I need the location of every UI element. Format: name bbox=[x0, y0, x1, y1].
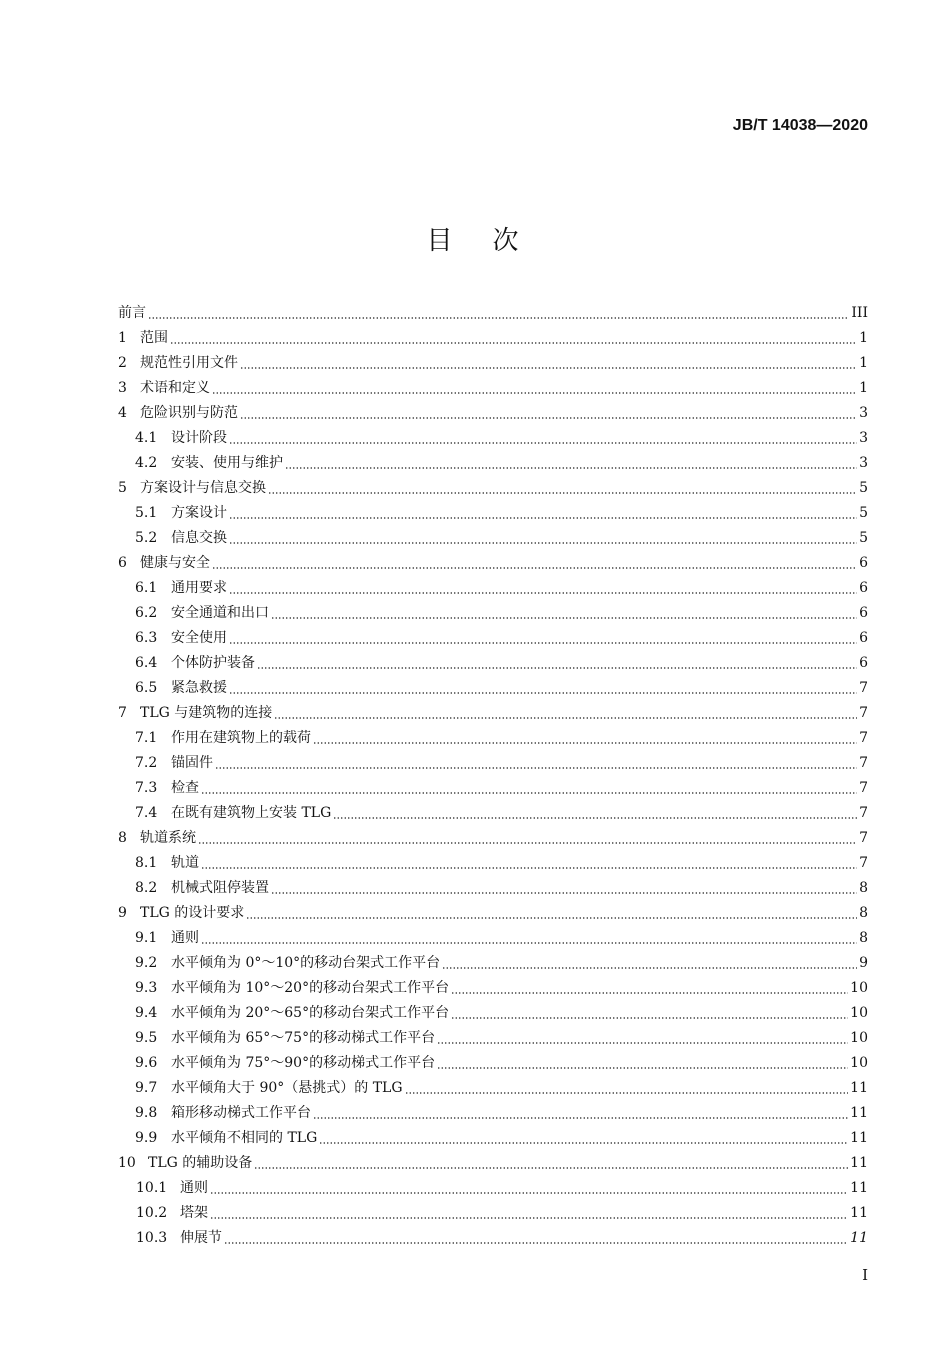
toc-entry-number: 6.3 bbox=[135, 629, 158, 646]
toc-entry-label: 水平倾角大于 90°（悬挑式）的 TLG bbox=[171, 1079, 403, 1096]
toc-entry-label: 水平倾角为 65°～75°的移动梯式工作平台 bbox=[171, 1029, 436, 1046]
toc-entry-page: 8 bbox=[859, 879, 868, 896]
toc-entry[interactable] bbox=[118, 875, 868, 900]
dot-leader bbox=[451, 992, 848, 994]
toc-entry-label: 方案设计 bbox=[171, 504, 227, 521]
toc-entry[interactable] bbox=[118, 725, 868, 750]
toc-entry-number: 10.3 bbox=[136, 1229, 168, 1246]
toc-entry-page: 9 bbox=[859, 954, 868, 971]
toc-entry-page: 7 bbox=[859, 704, 868, 721]
toc-entry-label: 水平倾角为 10°～20°的移动台架式工作平台 bbox=[171, 979, 450, 996]
dot-leader bbox=[201, 867, 857, 869]
toc-entry-label: 箱形移动梯式工作平台 bbox=[171, 1104, 311, 1121]
toc-entry-label: 危险识别与防范 bbox=[140, 404, 238, 421]
toc-entry[interactable] bbox=[118, 300, 868, 325]
toc-entry-label: 设计阶段 bbox=[171, 429, 227, 446]
toc-entry-page: 11 bbox=[850, 1129, 868, 1146]
toc-entry-label: 规范性引用文件 bbox=[140, 354, 238, 371]
toc-entry-page: 10 bbox=[850, 979, 868, 996]
toc-entry-page: 5 bbox=[859, 529, 868, 546]
toc-entry[interactable] bbox=[118, 525, 868, 550]
toc-entry-page: III bbox=[851, 304, 868, 321]
page-title: 目次 bbox=[426, 226, 559, 256]
toc-entry[interactable] bbox=[118, 800, 868, 825]
toc-entry-page: 6 bbox=[859, 604, 868, 621]
toc-entry-number: 5.2 bbox=[135, 529, 158, 546]
toc-entry[interactable] bbox=[118, 775, 868, 800]
toc-entry[interactable] bbox=[118, 1100, 868, 1125]
dot-leader bbox=[148, 317, 849, 319]
toc-entry-label: 水平倾角为 0°～10°的移动台架式工作平台 bbox=[171, 954, 441, 971]
toc-entry-page: 11 bbox=[850, 1229, 868, 1246]
dot-leader bbox=[442, 967, 857, 969]
toc-entry-number: 4 bbox=[118, 404, 127, 421]
dot-leader bbox=[257, 667, 857, 669]
toc-entry-page: 11 bbox=[850, 1079, 868, 1096]
toc-entry-number: 9 bbox=[118, 904, 127, 921]
toc-entry-page: 8 bbox=[859, 929, 868, 946]
dot-leader bbox=[212, 392, 857, 394]
toc-entry[interactable] bbox=[118, 1000, 868, 1025]
toc-entry-number: 2 bbox=[118, 354, 127, 371]
toc-entry-page: 7 bbox=[859, 754, 868, 771]
toc-entry[interactable] bbox=[118, 1175, 868, 1200]
toc-entry-page: 3 bbox=[859, 429, 868, 446]
toc-entry-number: 6.4 bbox=[135, 654, 158, 671]
toc-entry[interactable] bbox=[118, 550, 868, 575]
toc-entry-label: 伸展节 bbox=[180, 1229, 222, 1246]
dot-leader bbox=[313, 742, 857, 744]
dot-leader bbox=[198, 842, 857, 844]
toc-entry[interactable] bbox=[118, 500, 868, 525]
toc-entry-label: 水平倾角不相同的 TLG bbox=[171, 1129, 318, 1146]
toc-entry[interactable] bbox=[118, 975, 868, 1000]
toc-entry-page: 10 bbox=[850, 1029, 868, 1046]
toc-entry-page: 6 bbox=[859, 579, 868, 596]
dot-leader bbox=[268, 492, 857, 494]
toc-entry-label: 检查 bbox=[171, 779, 199, 796]
toc-entry-label: 健康与安全 bbox=[140, 554, 210, 571]
dot-leader bbox=[271, 892, 857, 894]
toc-entry[interactable] bbox=[118, 850, 868, 875]
dot-leader bbox=[170, 342, 857, 344]
dot-leader bbox=[285, 467, 857, 469]
toc-entry-label: 水平倾角为 20°～65°的移动台架式工作平台 bbox=[171, 1004, 450, 1021]
toc-entry-number: 9.3 bbox=[135, 979, 158, 996]
toc-entry-page: 5 bbox=[859, 479, 868, 496]
toc-entry-page: 7 bbox=[859, 779, 868, 796]
dot-leader bbox=[437, 1067, 848, 1069]
toc-entry-label: 通用要求 bbox=[171, 579, 227, 596]
toc-entry[interactable] bbox=[118, 450, 868, 475]
toc-entry-number: 10.2 bbox=[136, 1204, 168, 1221]
page-number: I bbox=[862, 1266, 868, 1284]
toc-entry-page: 5 bbox=[859, 504, 868, 521]
toc-entry[interactable] bbox=[118, 900, 868, 925]
toc-entry-number: 7.4 bbox=[135, 804, 158, 821]
toc-entry[interactable] bbox=[118, 925, 868, 950]
toc-entry-number: 8.2 bbox=[135, 879, 158, 896]
toc-entry[interactable] bbox=[118, 575, 868, 600]
dot-leader bbox=[212, 567, 857, 569]
toc-entry-page: 7 bbox=[859, 679, 868, 696]
dot-leader bbox=[319, 1142, 848, 1144]
toc-entry-number: 7.2 bbox=[135, 754, 158, 771]
toc-entry[interactable] bbox=[118, 600, 868, 625]
toc-entry-number: 6.1 bbox=[135, 579, 158, 596]
toc-entry-label: 安全通道和出口 bbox=[171, 604, 269, 621]
toc-entry-label: 前言 bbox=[118, 304, 146, 321]
toc-entry-label: TLG 的设计要求 bbox=[140, 904, 245, 921]
toc-entry[interactable] bbox=[118, 675, 868, 700]
toc-entry-page: 6 bbox=[859, 554, 868, 571]
toc-entry[interactable] bbox=[118, 375, 868, 400]
dot-leader bbox=[229, 517, 857, 519]
toc-entry-number: 10 bbox=[118, 1154, 136, 1171]
dot-leader bbox=[254, 1167, 848, 1169]
toc-entry-page: 1 bbox=[859, 379, 868, 396]
toc-entry-label: 机械式阻停装置 bbox=[171, 879, 269, 896]
toc-entry-number: 9.6 bbox=[135, 1054, 158, 1071]
toc-entry[interactable] bbox=[118, 1050, 868, 1075]
toc-entry-label: 安装、使用与维护 bbox=[171, 454, 283, 471]
dot-leader bbox=[405, 1092, 849, 1094]
toc-entry[interactable] bbox=[118, 1075, 868, 1100]
dot-leader bbox=[201, 942, 857, 944]
toc-entry-label: 塔架 bbox=[180, 1204, 208, 1221]
toc-entry[interactable] bbox=[118, 350, 868, 375]
toc-entry-number: 6 bbox=[118, 554, 127, 571]
toc-entry[interactable] bbox=[118, 1200, 868, 1225]
toc-entry-page: 11 bbox=[850, 1179, 868, 1196]
toc-entry-number: 9.2 bbox=[135, 954, 158, 971]
toc-entry-number: 6.2 bbox=[135, 604, 158, 621]
dot-leader bbox=[201, 792, 857, 794]
toc-entry-number: 4.2 bbox=[135, 454, 158, 471]
toc-entry-label: 个体防护装备 bbox=[171, 654, 255, 671]
toc-entry-number: 9.7 bbox=[135, 1079, 158, 1096]
dot-leader bbox=[224, 1242, 848, 1244]
toc-entry-label: 方案设计与信息交换 bbox=[140, 479, 266, 496]
toc-entry-label: 在既有建筑物上安装 TLG bbox=[171, 804, 332, 821]
toc-entry-page: 7 bbox=[859, 829, 868, 846]
toc-entry-page: 3 bbox=[859, 404, 868, 421]
toc-entry-number: 4.1 bbox=[135, 429, 158, 446]
toc-entry-label: TLG 与建筑物的连接 bbox=[140, 704, 273, 721]
dot-leader bbox=[240, 367, 857, 369]
toc-entry-label: 作用在建筑物上的载荷 bbox=[171, 729, 311, 746]
toc-entry-number: 6.5 bbox=[135, 679, 158, 696]
toc-entry[interactable] bbox=[118, 1150, 868, 1175]
toc-entry-page: 7 bbox=[859, 729, 868, 746]
toc-entry-page: 7 bbox=[859, 854, 868, 871]
toc-entry-label: 紧急救援 bbox=[171, 679, 227, 696]
dot-leader bbox=[271, 617, 857, 619]
toc-entry-label: 轨道系统 bbox=[140, 829, 196, 846]
toc-entry-label: 轨道 bbox=[171, 854, 199, 871]
dot-leader bbox=[229, 642, 857, 644]
dot-leader bbox=[229, 592, 857, 594]
toc-entry[interactable] bbox=[118, 825, 868, 850]
dot-leader bbox=[210, 1217, 848, 1219]
dot-leader bbox=[333, 817, 857, 819]
toc-entry[interactable] bbox=[118, 400, 868, 425]
toc-entry-page: 6 bbox=[859, 654, 868, 671]
toc-entry-page: 10 bbox=[850, 1054, 868, 1071]
toc-entry[interactable] bbox=[118, 1125, 868, 1150]
dot-leader bbox=[210, 1192, 848, 1194]
toc-entry-label: 信息交换 bbox=[171, 529, 227, 546]
toc-entry-number: 7.1 bbox=[135, 729, 158, 746]
toc-entry-page: 1 bbox=[859, 354, 868, 371]
toc-entry-number: 5.1 bbox=[135, 504, 158, 521]
toc-entry-number: 9.9 bbox=[135, 1129, 158, 1146]
toc-entry[interactable] bbox=[118, 650, 868, 675]
toc-entry[interactable] bbox=[118, 625, 868, 650]
toc-entry-label: 术语和定义 bbox=[140, 379, 210, 396]
dot-leader bbox=[229, 692, 857, 694]
toc-entry[interactable] bbox=[118, 325, 868, 350]
dot-leader bbox=[451, 1017, 848, 1019]
toc-entry-label: 通则 bbox=[180, 1179, 208, 1196]
toc-entry[interactable] bbox=[118, 750, 868, 775]
toc-entry-number: 3 bbox=[118, 379, 127, 396]
standard-number: JB/T 14038—2020 bbox=[732, 117, 868, 134]
toc-entry-number: 8.1 bbox=[135, 854, 158, 871]
toc-entry-label: 锚固件 bbox=[171, 754, 213, 771]
toc-entry-label: 安全使用 bbox=[171, 629, 227, 646]
dot-leader bbox=[229, 442, 857, 444]
toc-entry-number: 9.8 bbox=[135, 1104, 158, 1121]
toc-entry-label: TLG 的辅助设备 bbox=[148, 1154, 253, 1171]
toc-entry-number: 8 bbox=[118, 829, 127, 846]
dot-leader bbox=[437, 1042, 848, 1044]
toc-entry-page: 1 bbox=[859, 329, 868, 346]
toc-entry-label: 范围 bbox=[140, 329, 168, 346]
toc-entry[interactable] bbox=[118, 950, 868, 975]
dot-leader bbox=[313, 1117, 848, 1119]
toc-entry[interactable] bbox=[118, 700, 868, 725]
table-of-contents bbox=[118, 300, 868, 1250]
toc-entry-page: 10 bbox=[850, 1004, 868, 1021]
toc-entry-number: 7.3 bbox=[135, 779, 158, 796]
toc-entry-number: 9.5 bbox=[135, 1029, 158, 1046]
toc-entry-page: 3 bbox=[859, 454, 868, 471]
dot-leader bbox=[229, 542, 857, 544]
toc-entry-number: 5 bbox=[118, 479, 127, 496]
toc-entry-number: 10.1 bbox=[136, 1179, 168, 1196]
toc-entry-page: 11 bbox=[850, 1204, 868, 1221]
dot-leader bbox=[246, 917, 857, 919]
toc-entry[interactable] bbox=[118, 1025, 868, 1050]
toc-entry-page: 8 bbox=[859, 904, 868, 921]
toc-entry[interactable] bbox=[118, 475, 868, 500]
dot-leader bbox=[274, 717, 857, 719]
toc-entry[interactable] bbox=[118, 1225, 868, 1250]
toc-entry-label: 通则 bbox=[171, 929, 199, 946]
toc-entry-number: 7 bbox=[118, 704, 127, 721]
toc-entry-page: 11 bbox=[850, 1104, 868, 1121]
toc-entry-page: 11 bbox=[850, 1154, 868, 1171]
toc-entry-page: 7 bbox=[859, 804, 868, 821]
toc-entry-number: 9.4 bbox=[135, 1004, 158, 1021]
toc-entry-number: 9.1 bbox=[135, 929, 158, 946]
toc-entry[interactable] bbox=[118, 425, 868, 450]
dot-leader bbox=[240, 417, 857, 419]
toc-entry-number: 1 bbox=[118, 329, 127, 346]
toc-entry-page: 6 bbox=[859, 629, 868, 646]
toc-entry-label: 水平倾角为 75°～90°的移动梯式工作平台 bbox=[171, 1054, 436, 1071]
dot-leader bbox=[215, 767, 857, 769]
